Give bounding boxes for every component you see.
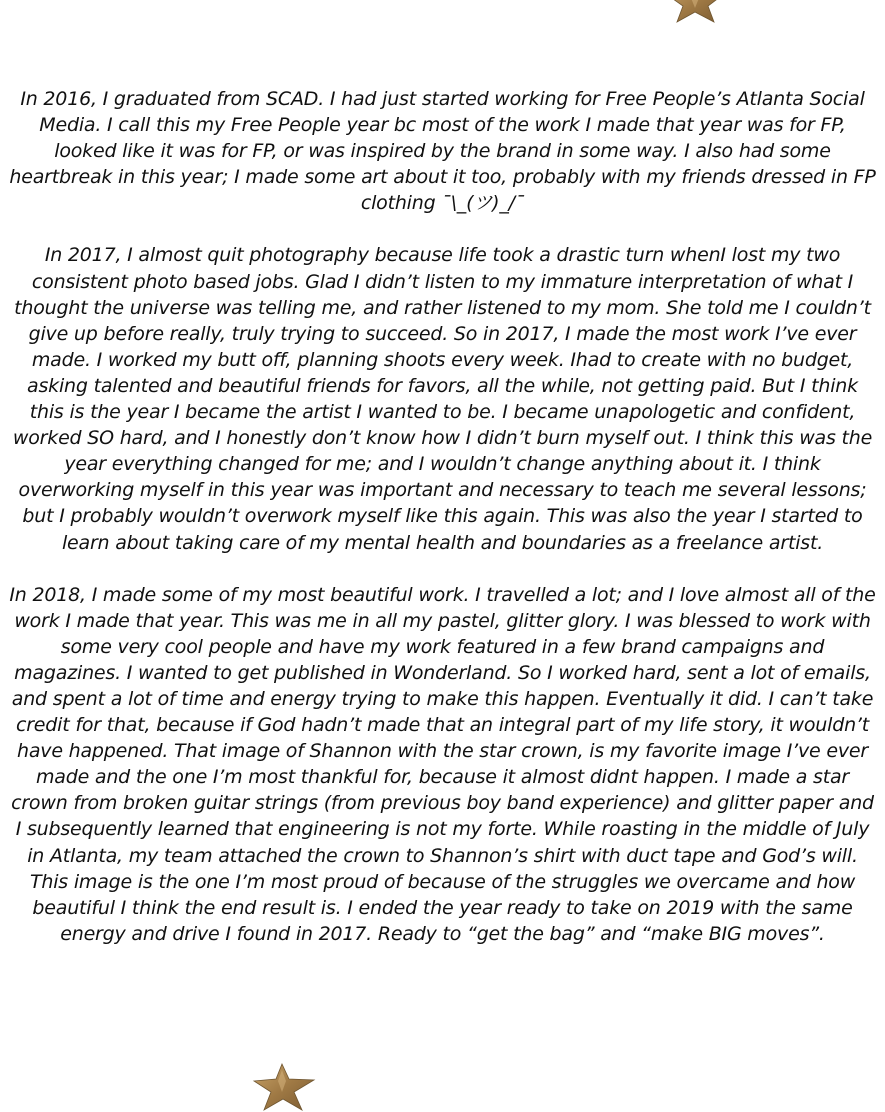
paragraph-2017: In 2017, I almost quit photography because life took a drastic turn whenI lost my two consistent photo based jobs. Glad I didn’t listen to my immature interpretation of what I thought the universe was telling me, and rather listened to my mom. She told me I couldn’t give up before really, truly trying to succeed. So in 2017, I made the most work I’ve ever made. I worked my butt off, planning shoots every week. Ihad to create with no budget, asking talented and beautiful friends for favors, all the while, not getting paid. But I think this is the year I became the artist I wanted to be. I became unapologetic and confident, worked SO hard, and I honestly don’t know how I didn’t burn myself out. I think this was the year everything changed for me; and I wouldn’t change anything about it. I think overworking myself in this year was important and necessary to teach me several lessons; but I probably wouldn’t overwork myself like this again. This was also the year I started to learn about taking care of my mental health and boundaries as a freelance artist. (12, 244, 873, 554)
gold-star-icon (664, 0, 726, 24)
gold-star-icon (252, 1062, 316, 1112)
paragraph-2016: In 2016, I graduated from SCAD. I had just started working for Free People’s Atlanta Social Media. I call this my Free People year bc most of the work I made that year was for FP, looked like it was for FP, or was inspired by the brand in some way. I also had some heartbreak in this year; I made some art about it too, probably with my friends dressed in FP clothing ¯\_(ツ)_/¯ (9, 88, 876, 215)
story-text (8, 86, 877, 947)
paragraph-2018: In 2018, I made some of my most beautiful work. I travelled a lot; and I love almost all of the work I made that year. This was me in all my pastel, glitter glory. I was blessed to work with some very cool people and have my work featured in a few brand campaigns and magazines. I wanted to get published in Wonderland. So I worked hard, sent a lot of emails, and spent a lot of time and energy trying to make this happen. Eventually it did. I can’t take credit for that, because if God hadn’t made that an integral part of my life story, it wouldn’t have happened. That image of Shannon with the star crown, is my favorite image I’ve ever made and the one I’m most thankful for, because it almost didnt happen. I made a star crown from broken guitar strings (from previous boy band experience) and glitter paper and I subsequently learned that engineering is not my forte. While roasting in the middle of July in Atlanta, my team attached the crown to Shannon’s shirt with duct tape and God’s will. This image is the one I’m most proud of because of the struggles we overcame and how beautiful I think the end result is. I ended the year ready to take on 2019 with the same energy and drive I found in 2017. Ready to “get the bag” and “make BIG moves”. (9, 583, 876, 945)
